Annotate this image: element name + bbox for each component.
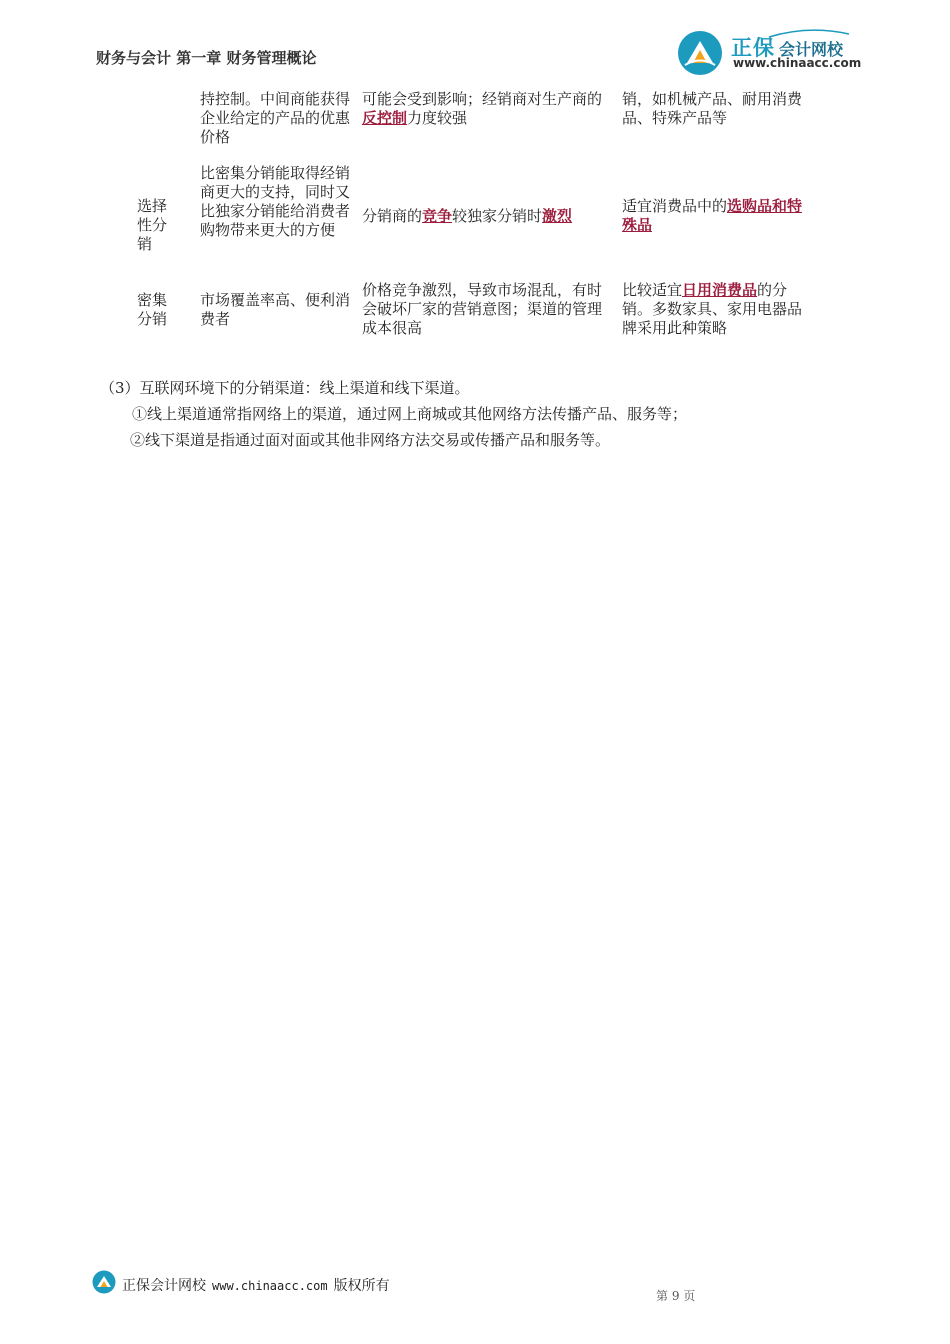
list-item-cutoff: [130, 431, 770, 449]
row-scope: 适宜消费品中的选购品和特殊品: [622, 197, 803, 234]
row-advantage: 持控制。中间商能获得企业给定的产品的优惠价格: [200, 90, 351, 146]
row-disadvantage: 可能会受到影响；经销商对生产商的反控制力度较强: [362, 90, 603, 127]
header-title-text: 财务与会计 第一章 财务管理概论: [96, 49, 317, 67]
row-scope: 销，如机械产品、耐用消费品、特殊产品等: [622, 90, 803, 127]
highlight-term: 选购品和特殊品: [622, 197, 803, 234]
row-type: 选择性分销: [137, 197, 168, 253]
row-disadvantage: 分销商的竞争较独家分销时激烈: [362, 207, 573, 225]
list-item: ②线下渠道是指通过面对面或其他非网络方法交易或传播产品和服务等。: [130, 431, 611, 449]
page-footer: [92, 1270, 492, 1296]
footer-rights: 版权所有: [333, 1278, 390, 1294]
logo-url: www.chinaacc.com: [733, 56, 862, 70]
row-type: 密集分销: [137, 291, 168, 328]
row-disadvantage: 价格竞争激烈，导致市场混乱，有时会破坏厂家的营销意图；渠道的管理成本很高: [362, 281, 603, 337]
highlight-term: 日用消费品: [682, 281, 758, 299]
brand-logo: [677, 28, 867, 76]
row-advantage: 比密集分销能取得经销商更大的支持，同时又比独家分销能给消费者购物带来更大的方便: [200, 164, 351, 239]
section-heading: （3）互联网环境下的分销渠道：线上渠道和线下渠道。: [100, 379, 470, 397]
highlight-term: 反控制: [362, 109, 408, 127]
page-number: [656, 1287, 696, 1303]
logo-name-small: 会计网校: [779, 40, 844, 59]
footer-text: [122, 1275, 390, 1295]
footer-logo-icon: [92, 1270, 116, 1294]
list-item: ①线上渠道通常指网络上的渠道，通过网上商城或其他网络方法传播产品、服务等；: [132, 405, 688, 423]
footer-site: www.chinaacc.com: [212, 1279, 328, 1293]
header-title: [96, 49, 317, 70]
row-scope: 比较适宜日用消费品的分销。多数家具、家用电器品牌采用此种策略: [622, 281, 803, 337]
logo-mark-icon: [677, 30, 723, 76]
highlight-term: 激烈: [542, 207, 573, 225]
logo-name-big: 正保: [731, 36, 775, 60]
page-number-text: 第 9 页: [656, 1289, 696, 1303]
row-advantage: 市场覆盖率高、便利消费者: [200, 291, 351, 328]
highlight-term: 竞争: [422, 207, 453, 225]
footer-brand: 正保会计网校: [122, 1278, 206, 1294]
